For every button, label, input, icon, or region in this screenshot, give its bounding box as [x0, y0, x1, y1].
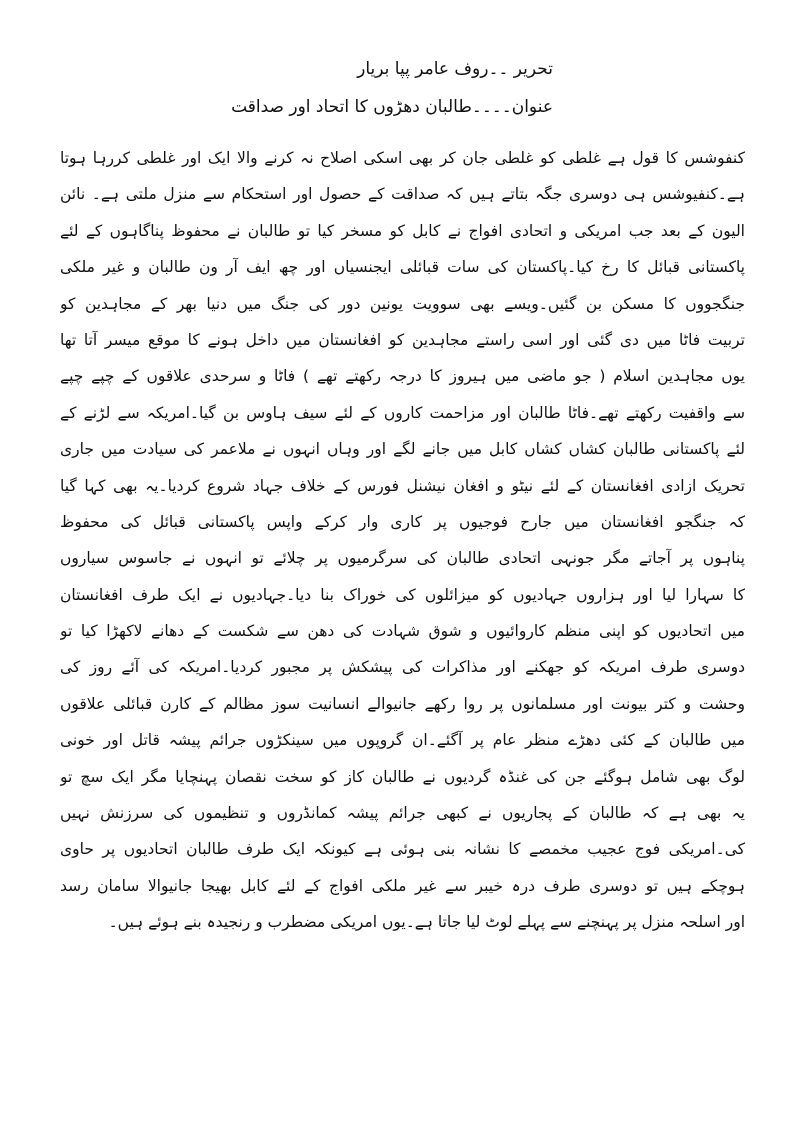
article-title: عنوان۔۔۔۔طالبان دھڑوں کا اتحاد اور صداقت [231, 97, 553, 117]
article-line: جنگجووں کا مسکن بن گئیں۔ویسے بھی سوویت یونین دور کی جنگ میں دنیا بھر کے مجاہدین کو [60, 294, 745, 313]
article-line: کی۔امریکی فوج عجیب مخمصے کا نشانہ بنی ہوئی ہے کیونکہ ایک طرف طالبان اتحادیوں پر حاوی [60, 840, 745, 859]
article-line: کنفوشس کا قول ہے غلطی کو غلطی جان کر بھی اسکی اصلاح نہ کرنے والا ایک اور غلطی کررہا ہوتا [60, 149, 745, 167]
article-line: کا سہارا لیا اور ہزاروں جہادیوں کو میزائلوں کی خوراک بنا دیا۔جہادیوں نے ایک طرف افغانستان [60, 585, 745, 604]
article-line: یہ بھی ہے کہ طالبان کے پجاریوں نے کبھی جرائم پیشہ کمانڈروں و تنظیموں کی سرزنش نہیں [60, 804, 745, 823]
article-line: دوسری طرف امریکہ کو جھکنے اور مذاکرات کی پیشکش پر مجبور کردیا۔امریکہ کی آئے روز کی [60, 658, 745, 677]
article-line: لئے پاکستانی طالبان کشاں کشاں کابل میں جانے لگے اور وہاں انہوں نے ملاعمر کی سیادت میں جاری [60, 440, 745, 459]
article-line: ہوچکے ہیں تو دوسری طرف درہ خیبر سے غیر ملکی افواج کے لئے کابل بھیجا جانیوالا سامان رسد [60, 876, 745, 895]
article-line: اور اسلحہ منزل پر پہنچنے سے پہلے لوٹ لیا جاتا ہے۔یوں امریکی مضطرب و رنجیدہ بنے ہوئے ہیں۔ [108, 913, 745, 932]
article-line: تربیت فاٹا میں دی گئی اور اسی راستے مجاہدین کو افغانستان میں داخل ہونے کا موقع میسر آتا تھا [60, 330, 745, 349]
article-line: تحریک ازادی افغانستان کے لئے نیٹو و افغان نیشنل فورس کے خلاف جہاد شروع کردیا۔یہ بھی کہا گیا [60, 476, 745, 495]
article-line: میں اتحادیوں کو اپنی منظم کاروائیوں و شوق شہادت کی دھن سے شکست کے دھانے لاکھڑا کیا تو [60, 622, 745, 641]
article-line: یوں مجاہدین اسلام ( جو ماضی میں ہیروز کا درجہ رکھتے تھے ) فاٹا و سرحدی علاقوں کے چپے چپے [60, 367, 745, 386]
article-line: کہ جنگجو افغانستان میں جارح فوجیوں پر کاری وار کرکے واپس پاکستانی قبائل کی محفوظ [60, 512, 745, 531]
article-line: وحشت و کتر بیونت اور مسلمانوں پر روا رکھے جانیوالے انسانیت سوز مظالم کے کارن قبائلی علاقوں [60, 694, 745, 713]
article-line: میں طالبان کے کئی دھڑے منظر عام پر آگئے۔ان گروپوں میں سینکڑوں جرائم پیشہ قاتل اور خونی [60, 731, 745, 750]
author-line: تحریر ۔۔روف عامر پپا بریار [357, 59, 553, 79]
article-line: الیون کے بعد جب امریکی و اتحادی افواج نے کابل کو مسخر کیا تو طالبان نے محفوظ پناگاہوں کے لئے [60, 221, 745, 240]
article-line: سے واقفیت رکھتے تھے۔فاٹا طالبان اور مزاحمت کاروں کے لئے سیف ہاوس بن گیا۔امریکہ سے لڑنے کے [60, 403, 745, 422]
article-line: لوگ بھی شامل ہوگئے جن کی غنڈہ گردیوں نے طالبان کاز کو سخت نقصان پہنچایا مگر ایک سچ تو [60, 767, 745, 786]
article-line: ہے۔کنفیوشس ہی دوسری جگہ بتاتے ہیں کہ صداقت کے حصول اور استحکام سے منزل ملتی ہے۔ نائن [60, 185, 745, 204]
article-body [60, 140, 745, 941]
article-line: پناہوں پر آجاتے مگر جونہی اتحادی طالبان کی سرگرمیوں پر چلائے تو انہوں نے جاسوس سیاروں [60, 549, 745, 568]
article-line: پاکستانی قبائل کا رخ کیا۔پاکستان کی سات قبائلی ایجنسیاں اور چھ ایف آر ون طالبان و غیر ملکی [60, 258, 745, 277]
